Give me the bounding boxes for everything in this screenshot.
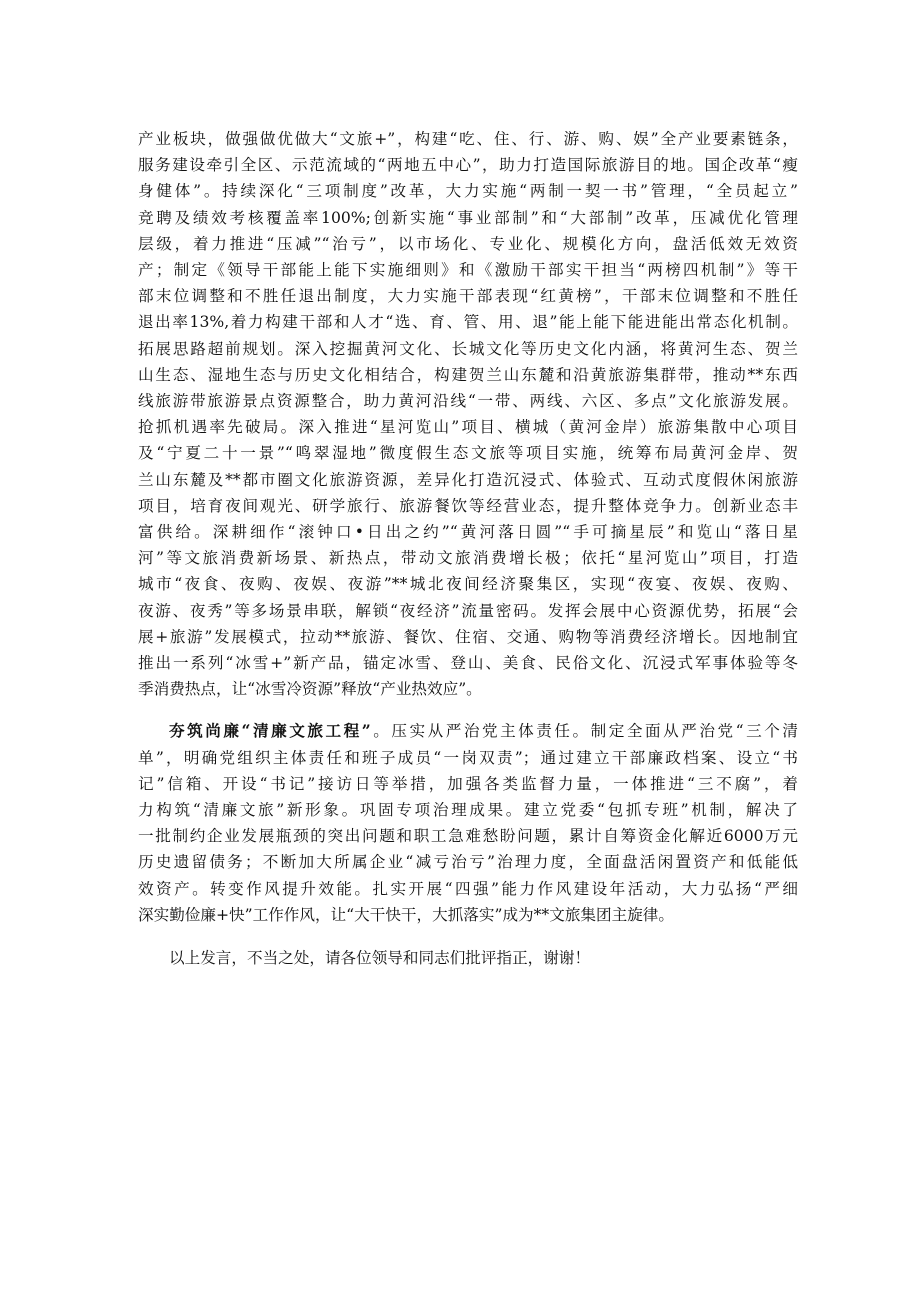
text-line: 产；制定《领导干部能上能下实施细则》和《激励干部实干担当“两榜四机制”》等干: [138, 261, 798, 280]
text-line: 一批制约企业发展瓶颈的突出问题和职工急难愁盼问题，累计自筹资金化解近6000万元: [138, 827, 798, 846]
text-line: 抢抓机遇率先破局。深入推进“星河览山”项目、横城（黄河金岸）旅游集散中心项目: [138, 418, 798, 437]
text-line: 夜游、夜秀”等多场景串联，解锁“夜经济”流量密码。发挥会展中心资源优势，拓展“会: [138, 601, 798, 620]
text-line: 河”等文旅消费新场景、新热点，带动文旅消费增长极；依托“星河览山”项目，打造: [138, 549, 798, 568]
closing-remark: 以上发言，不当之处，请各位领导和同志们批评指正，谢谢！: [169, 949, 591, 968]
text-line: 展+旅游”发展模式，拉动**旅游、餐饮、住宿、交通、购物等消费经济增长。因地制宜: [138, 627, 798, 646]
text-line: 季消费热点，让“冰雪冷资源”释放“产业热效应”。: [138, 680, 482, 699]
paragraph-industry-reform: [138, 126, 798, 702]
text-line: 产业板块，做强做优做大“文旅+”，构建“吃、住、行、游、购、娱”全产业要素链条，: [138, 130, 798, 148]
text-line: 服务建设牵引全区、示范流域的“两地五中心”，助力打造国际旅游目的地。国企改革“瘦: [138, 156, 798, 175]
text-line: 山生态、湿地生态与历史文化相结合，构建贺兰山东麓和沿黄旅游集群带，推动**东西: [138, 365, 798, 384]
text-line: 拓展思路超前规划。深入挖掘黄河文化、长城文化等历史文化内涵，将黄河生态、贺兰: [138, 339, 798, 358]
text-line: 历史遗留债务；不断加大所属企业“减亏治亏”治理力度，全面盘活闲置资产和低能低: [138, 853, 798, 872]
text-line: 层级，着力推进“压减”“治亏”，以市场化、专业化、规模化方向，盘活低效无效资: [138, 234, 798, 253]
text-line: 项目，培育夜间观光、研学旅行、旅游餐饮等经营业态，提升整体竞争力。创新业态丰: [138, 496, 798, 515]
text-line: 线旅游带旅游景点资源整合，助力黄河沿线“一带、两线、六区、多点”文化旅游发展。: [138, 392, 798, 411]
text-line: 记”信箱、开设“书记”接访日等举措，加强各类监督力量，一体推进“三不腐”，着: [138, 774, 798, 793]
paragraph-clean-governance: [138, 718, 798, 928]
document-body: [138, 126, 798, 971]
text-line: 退出率13%,着力构建干部和人才“选、育、管、用、退”能上能下能进能出常态化机制。: [138, 313, 798, 332]
text-line: 效资产。转变作风提升效能。扎实开展“四强”能力作风建设年活动，大力弘扬“严细: [138, 879, 798, 898]
text-line: 推出一系列“冰雪+”新产品，锚定冰雪、登山、美食、民俗文化、沉浸式军事体验等冬: [138, 654, 798, 673]
text-line: [138, 718, 798, 744]
text-line: 深实勤俭廉+快”工作作风，让“大干快干，大抓落实”成为**文旅集团主旋律。: [138, 905, 674, 924]
text-line: 单”，明确党组织主体责任和班子成员“一岗双责”；通过建立干部廉政档案、设立“书: [138, 748, 798, 767]
section-heading: 夯筑尚廉“清廉文旅工程”: [169, 721, 371, 741]
text-line: 兰山东麓及**都市圈文化旅游资源，差异化打造沉浸式、体验式、互动式度假休闲旅游: [138, 470, 798, 489]
section-heading-rest: 。压实从严治党主体责任。制定全面从严治党“三个清: [370, 722, 798, 741]
text-line: 富供给。深耕细作“滚钟口•日出之约”“黄河落日圆”“手可摘星辰”和览山“落日星: [138, 523, 798, 542]
text-line: 城市“夜食、夜购、夜娱、夜游”**城北夜间经济聚集区，实现“夜宴、夜娱、夜购、: [138, 575, 798, 594]
text-line: 力构筑“清廉文旅”新形象。巩固专项治理成果。建立党委“包抓专班”机制，解决了: [138, 801, 798, 820]
text-line: 及“宁夏二十一景”“鸣翠湿地”微度假生态文旅等项目实施，统筹布局黄河金岸、贺: [138, 444, 798, 463]
paragraph-closing: [138, 945, 798, 971]
text-line: 竞聘及绩效考核覆盖率100%;创新实施“事业部制”和“大部制”改革，压减优化管理: [138, 208, 798, 227]
text-line: 身健体”。持续深化“三项制度”改革，大力实施“两制一契一书”管理，“全员起立”: [138, 182, 798, 201]
text-line: 部末位调整和不胜任退出制度，大力实施干部表现“红黄榜”，干部末位调整和不胜任: [138, 287, 798, 306]
